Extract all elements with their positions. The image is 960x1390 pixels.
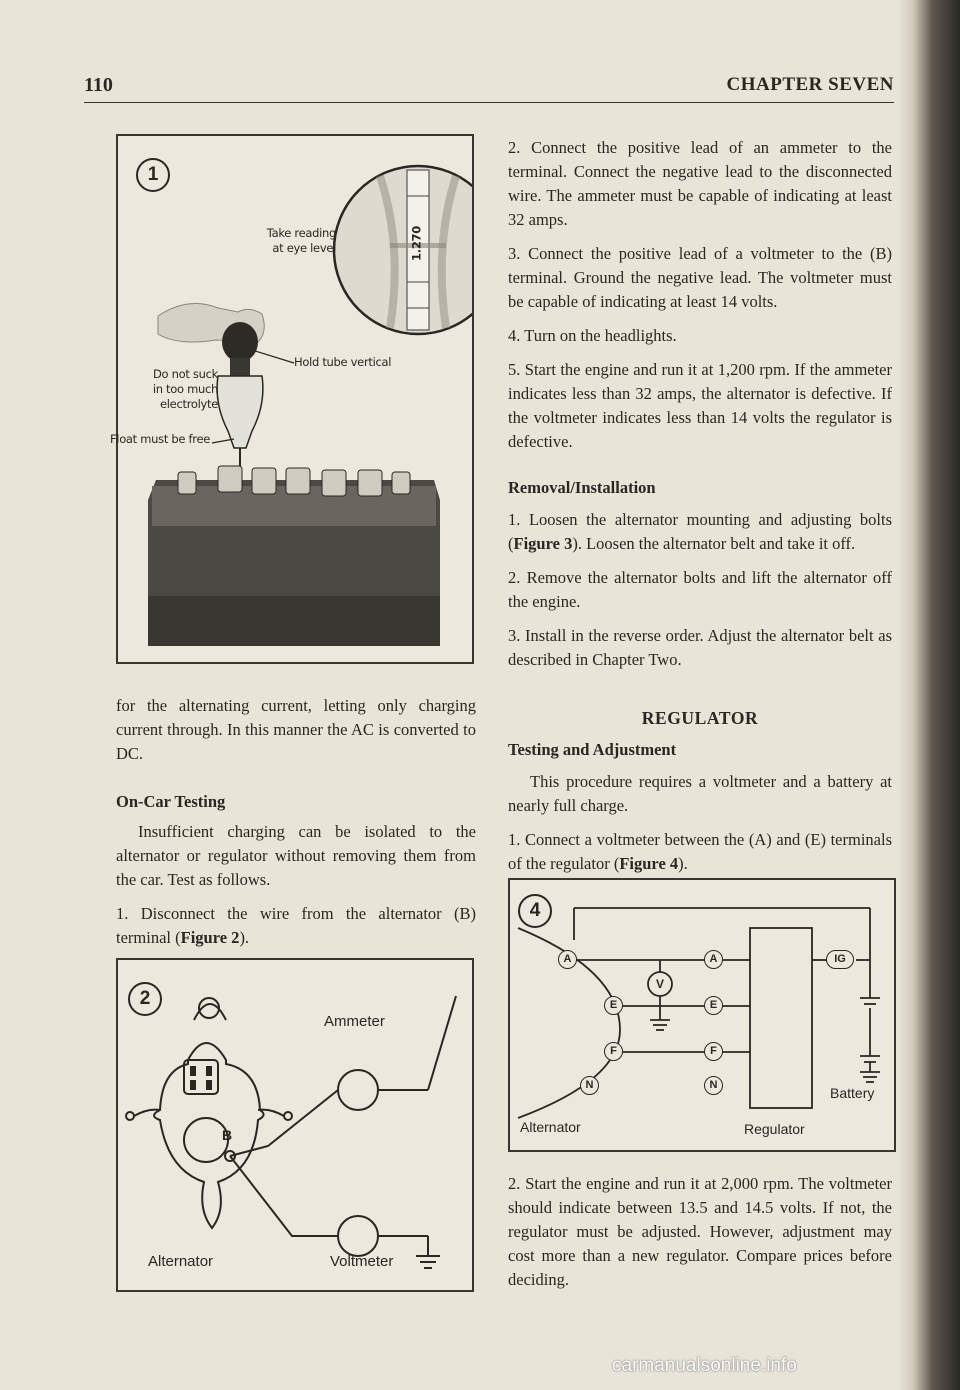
paragraph-ac-dc: for the alternating current, letting only charging current through. In this manner the AC is converted to DC. [116,696,476,763]
watermark-text: carmanualsonline.info [612,1355,797,1376]
right-column-text [508,136,892,464]
figure-2-alternator-test [116,958,474,1292]
figure-1-number-badge: 1 [136,158,170,192]
regulator-terminal-a: A [704,950,723,969]
reg1-figure-ref: Figure 4 [619,854,679,873]
label-hold-tube-vertical: Hold tube vertical [294,355,392,369]
removal1-end: ). Loosen the alternator belt and take it off. [572,534,856,553]
regulator-terminal-n: N [704,1076,723,1095]
left-column-text-2 [116,820,476,960]
removal1-text: 1. Loosen the alternator mounting and adjusting bolts ( [508,510,892,553]
alternator-terminal-n: N [580,1076,599,1095]
label-voltmeter: Voltmeter [330,1253,394,1270]
step1-text: 1. Disconnect the wire from the alternator (B) terminal ( [116,904,476,947]
figure-4-number-badge: 4 [518,894,552,928]
reg1-text: 1. Connect a voltmeter between the (A) and (E) terminals of the regulator ( [508,830,892,873]
figure-4-regulator-test [508,878,896,1152]
step1-figure-ref: Figure 2 [180,928,240,947]
regulator-terminal-ig: IG [826,950,854,969]
label-terminal-b: B [222,1127,233,1143]
right-column-final-text [508,1172,892,1302]
paragraph-procedure: This procedure requires a voltmeter and a battery at nearly full charge. [508,772,892,815]
figure-1-hydrometer [109,134,474,664]
alternator-test-diagram [118,960,472,1290]
right-column-regulator-text [508,770,892,886]
page-header [84,74,894,103]
removal-step-3: 3. Install in the reverse order. Adjust the alternator belt as described in Chapter Two. [508,626,892,669]
label-battery: Battery [830,1085,875,1101]
label-float-must-be-free: Float must be free [109,432,210,446]
chapter-title: CHAPTER SEVEN [726,74,894,95]
heading-removal-installation: Removal/Installation [508,478,656,497]
removal-step-2: 2. Remove the alternator bolts and lift the alternator off the engine. [508,568,892,611]
label-do-not-suck: Do not suck in too much electrolyte [152,367,218,411]
step-connect-voltmeter: 3. Connect the positive lead of a voltmeter to the (B) terminal. Ground the negative lead. The voltmeter must be capable of indicating at least 14 volts. [508,244,892,311]
label-ammeter: Ammeter [324,1013,385,1030]
left-column-text [116,694,476,776]
figure-2-number-badge: 2 [128,982,162,1016]
label-regulator: Regulator [744,1121,805,1137]
alternator-terminal-a: A [558,950,577,969]
regulator-terminal-e: E [704,996,723,1015]
right-column-removal-text [508,508,892,682]
regulator-step-1 [508,828,892,876]
label-alternator: Alternator [148,1253,214,1270]
step-start-engine: 5. Start the engine and run it at 1,200 rpm. If the ammeter indicates less than 32 amps, the alternator is defective. If the voltmeter indicates less than 14 volts the regulator is defective. [508,360,892,451]
regulator-test-diagram [510,880,894,1150]
regulator-terminal-f: F [704,1042,723,1061]
alternator-terminal-f: F [604,1042,623,1061]
step1-end: ). [239,928,250,947]
heading-regulator: REGULATOR [641,708,759,728]
label-hydrometer-reading: 1.270 [409,226,424,261]
paragraph-insufficient-charging: Insufficient charging can be isolated to the alternator or regulator without removing them from the car. Test as follows. [116,822,476,889]
label-alternator: Alternator [520,1119,581,1135]
reg1-end: ). [678,854,688,873]
removal1-figure-ref: Figure 3 [513,534,573,553]
voltmeter-symbol: V [655,977,664,991]
alternator-terminal-e: E [604,996,623,1015]
heading-testing-adjustment: Testing and Adjustment [508,740,677,759]
step-disconnect-wire [116,902,476,950]
step-turn-on-headlights: 4. Turn on the headlights. [508,326,677,345]
heading-on-car-testing: On-Car Testing [116,792,226,811]
step-connect-ammeter: 2. Connect the positive lead of an ammeter to the terminal. Connect the negative lead to the disconnected wire. The ammeter must be capable of indicating at least 32 amps. [508,138,892,229]
book-gutter-shadow [898,0,960,1390]
label-take-reading: Take reading at eye level [266,226,336,255]
page-number: 110 [84,74,113,96]
regulator-step-2: 2. Start the engine and run it at 2,000 rpm. The voltmeter should indicate between 13.5 and 14.5 volts. If not, the regulator must be adjusted. However, adjustment may cost more than a new regulator. Compare prices before deciding. [508,1174,892,1289]
removal-step-1 [508,508,892,556]
